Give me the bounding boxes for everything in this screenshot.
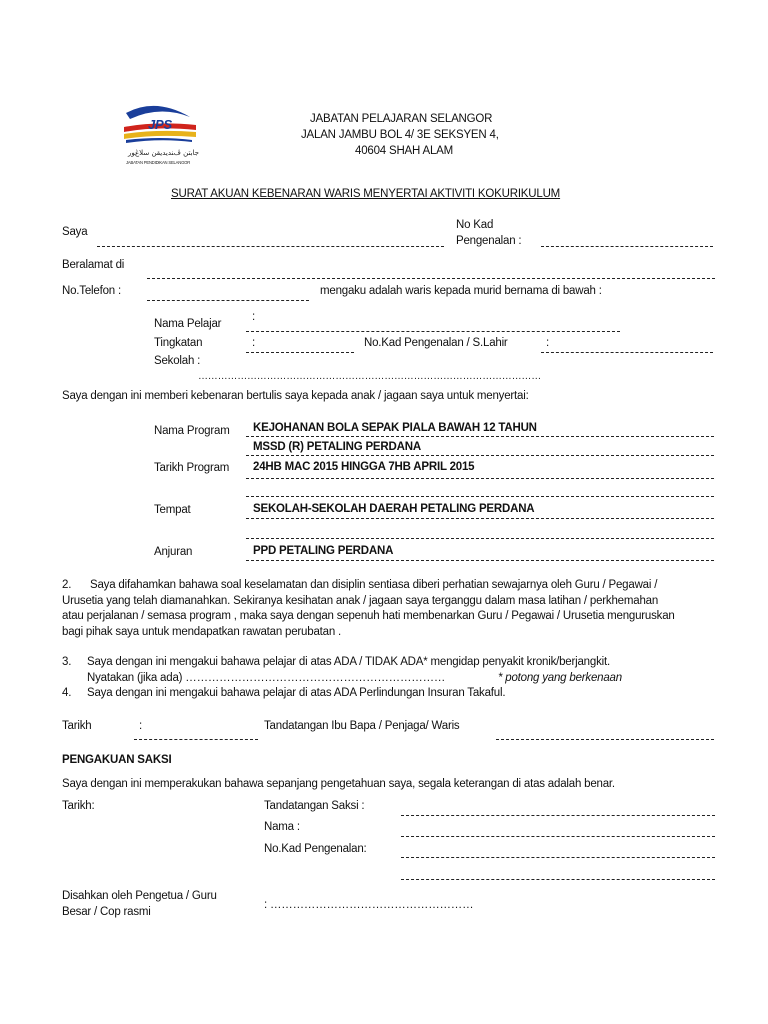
anjuran-value: PPD PETALING PERDANA bbox=[253, 545, 394, 557]
mengaku-text: mengaku adalah waris kepada murid bernama di bawah : bbox=[320, 285, 602, 297]
kebenaran-text: Saya dengan ini memberi kebenaran bertulis saya kepada anak / jagaan saya untuk menyertai: bbox=[62, 390, 529, 402]
label-no-kad-lahir: No.Kad Pengenalan / S.Lahir bbox=[364, 337, 508, 349]
sekolah-dotted-line[interactable]: …………………………………………………………………………………………… bbox=[198, 371, 542, 382]
label-nama-program: Nama Program bbox=[154, 425, 230, 437]
label-no-telefon: No.Telefon : bbox=[62, 285, 121, 297]
tempat-line-1 bbox=[246, 518, 714, 519]
label-tempat: Tempat bbox=[154, 504, 191, 516]
colon-tingkatan: : bbox=[252, 337, 255, 349]
tarikh-program-line-2 bbox=[246, 496, 714, 497]
para3-note: * potong yang berkenaan bbox=[498, 672, 622, 684]
disahkan-dotted-line[interactable]: : ……………………………………………… bbox=[264, 899, 474, 911]
tingkatan-line[interactable] bbox=[246, 352, 354, 353]
para2-line-1: Saya difahamkan bahawa soal keselamatan dan disiplin sentiasa diberi perhatian sewajarnya oleh Guru / Pegawai / bbox=[90, 579, 658, 591]
logo-text: JPS bbox=[148, 117, 172, 132]
para2-line-2: Urusetia yang telah diamanahkan. Sekiranya kesihatan anak / jagaan saya terganggu dalam masa latihan / perkhemahan bbox=[62, 595, 659, 607]
label-tarikh: Tarikh bbox=[62, 720, 92, 732]
label-saksi-tarikh: Tarikh: bbox=[62, 800, 95, 812]
no-kad-line[interactable] bbox=[541, 246, 713, 247]
label-nama-pelajar: Nama Pelajar bbox=[154, 318, 222, 330]
label-beralamat: Beralamat di bbox=[62, 259, 125, 271]
saksi-no-kad-line-2[interactable] bbox=[401, 879, 715, 880]
label-no-kad-1: No Kad bbox=[456, 219, 494, 231]
logo-gold-band bbox=[124, 131, 196, 139]
tarikh-program-line-1 bbox=[246, 478, 714, 479]
disahkan-line-2: Besar / Cop rasmi bbox=[62, 906, 151, 918]
colon-tarikh: : bbox=[139, 720, 142, 732]
saksi-statement: Saya dengan ini memperakukan bahawa sepanjang pengetahuan saya, segala keterangan di atas adalah benar. bbox=[62, 778, 615, 790]
label-tingkatan: Tingkatan bbox=[154, 337, 203, 349]
para2-num: 2. bbox=[62, 579, 72, 591]
saksi-no-kad-line-1[interactable] bbox=[401, 857, 715, 858]
tempat-line-2 bbox=[246, 538, 714, 539]
colon-nama: : bbox=[252, 311, 255, 323]
nama-program-line-1 bbox=[246, 436, 714, 437]
para3-line-2: Nyatakan (jika ada) …………………………………………………………… bbox=[87, 672, 446, 684]
para4-num: 4. bbox=[62, 687, 72, 699]
para3-line-1: Saya dengan ini mengakui bahawa pelajar di atas ADA / TIDAK ADA* mengidap penyakit kronik/berjangkit. bbox=[87, 656, 610, 668]
alamat-line[interactable] bbox=[147, 278, 715, 279]
para4-line-1: Saya dengan ini mengakui bahawa pelajar di atas ADA Perlindungan Insuran Takaful. bbox=[87, 687, 506, 699]
saksi-heading: PENGAKUAN SAKSI bbox=[62, 754, 172, 766]
telefon-line[interactable] bbox=[147, 300, 309, 301]
para3-num: 3. bbox=[62, 656, 72, 668]
tandatangan-waris-line[interactable] bbox=[496, 739, 714, 740]
para2-line-4: bagi pihak saya untuk mendapatkan rawatan perubatan . bbox=[62, 626, 342, 638]
nama-program-line-2 bbox=[246, 455, 714, 456]
label-saksi-nama: Nama : bbox=[264, 821, 300, 833]
document-title: SURAT AKUAN KEBENARAN WARIS MENYERTAI AKTIVITI KOKURIKULUM bbox=[171, 188, 561, 200]
colon-no-kad-lahir: : bbox=[546, 337, 549, 349]
disahkan-line-1: Disahkan oleh Pengetua / Guru bbox=[62, 890, 217, 902]
header-line-2: JALAN JAMBU BOL 4/ 3E SEKSYEN 4, bbox=[301, 129, 499, 141]
label-anjuran: Anjuran bbox=[154, 546, 193, 558]
nama-pelajar-line[interactable] bbox=[246, 331, 620, 332]
logo-script: ﺟﺎﺑﺘﻦ ڤﻨﺪﻳﺪﻳﻘﻦ ﺳﻼڠﻮر bbox=[128, 149, 199, 157]
label-sekolah: Sekolah : bbox=[154, 355, 201, 367]
tempat-value: SEKOLAH-SEKOLAH DAERAH PETALING PERDANA bbox=[253, 503, 535, 515]
label-tarikh-program: Tarikh Program bbox=[154, 462, 230, 474]
label-saksi-no-kad: No.Kad Pengenalan: bbox=[264, 843, 367, 855]
jps-logo bbox=[120, 103, 200, 167]
tarikh-program-value: 24HB MAC 2015 HINGGA 7HB APRIL 2015 bbox=[253, 461, 475, 473]
saya-line[interactable] bbox=[97, 246, 444, 247]
logo-blue-lower bbox=[126, 138, 192, 143]
label-saya: Saya bbox=[62, 226, 88, 238]
tandatangan-saksi-line[interactable] bbox=[401, 815, 715, 816]
para2-line-3: atau perjalanan / semasa program , maka saya dengan sepenuh hati membenarkan Guru / Pegawai / Urusetia menguruskan bbox=[62, 610, 675, 622]
label-no-kad-2: Pengenalan : bbox=[456, 235, 522, 247]
no-kad-lahir-line[interactable] bbox=[541, 352, 713, 353]
nama-program-value-2: MSSD (R) PETALING PERDANA bbox=[253, 441, 421, 453]
label-tandatangan-waris: Tandatangan Ibu Bapa / Penjaga/ Waris bbox=[264, 720, 460, 732]
label-tandatangan-saksi: Tandatangan Saksi : bbox=[264, 800, 365, 812]
saksi-nama-line[interactable] bbox=[401, 836, 715, 837]
tarikh-line[interactable] bbox=[134, 739, 258, 740]
header-line-3: 40604 SHAH ALAM bbox=[355, 145, 454, 157]
anjuran-line bbox=[246, 560, 714, 561]
header-line-1: JABATAN PELAJARAN SELANGOR bbox=[310, 113, 493, 125]
nama-program-value-1: KEJOHANAN BOLA SEPAK PIALA BAWAH 12 TAHUN bbox=[253, 422, 537, 434]
logo-subtitle: JABATAN PENDIDIKAN SELANGOR bbox=[126, 160, 191, 165]
